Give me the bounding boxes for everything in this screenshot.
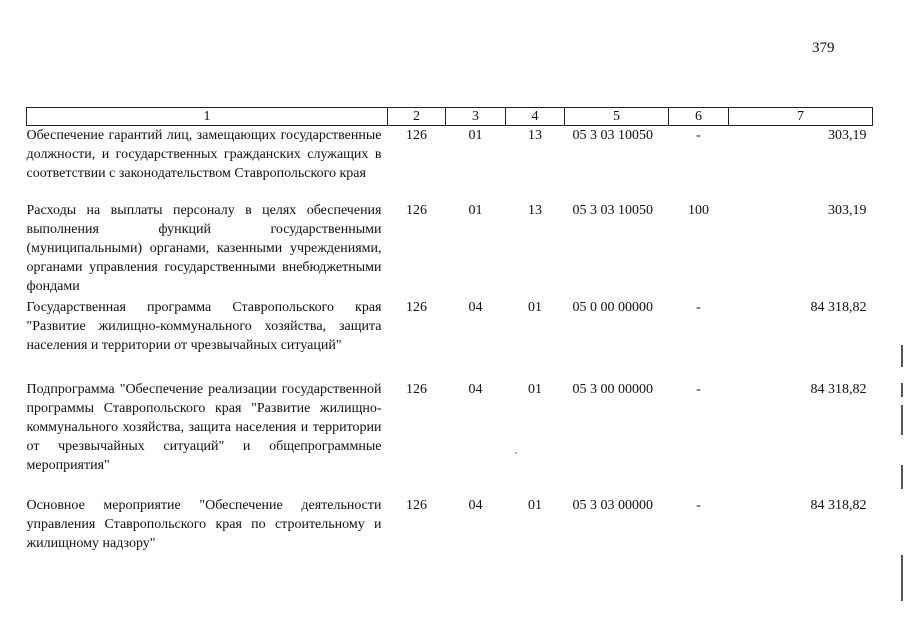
row-subsection: 01 bbox=[528, 382, 542, 397]
header-row bbox=[27, 108, 873, 126]
budget-table bbox=[26, 107, 873, 556]
row-subsection: 01 bbox=[528, 498, 542, 513]
row-name: Расходы на выплаты персоналу в целях обеспечения выполнения функций государственными (муниципальными) органами, казенными учреждениями, органами управления государственными внебюджетными фондами bbox=[26, 203, 382, 294]
row-amount: 84 318,82 bbox=[810, 382, 867, 397]
row-name: Обеспечение гарантий лиц, замещающих государственные должности, и государственных гражданских служащих в соответствии с законодательством Ставропольского края bbox=[26, 128, 382, 181]
row-section: 01 bbox=[468, 128, 483, 143]
scan-speck bbox=[515, 452, 517, 454]
row-amount: 303,19 bbox=[828, 128, 867, 143]
table-row bbox=[27, 496, 873, 556]
row-expense-type: - bbox=[696, 498, 701, 513]
row-amount: 303,19 bbox=[828, 203, 867, 218]
row-ministry-code: 126 bbox=[406, 498, 427, 513]
row-ministry-code: 126 bbox=[406, 203, 427, 218]
row-target-article: 05 3 00 00000 bbox=[572, 382, 653, 397]
row-expense-type: - bbox=[696, 300, 701, 315]
table-row bbox=[27, 380, 873, 496]
row-section: 04 bbox=[468, 382, 483, 397]
row-ministry-code: 126 bbox=[406, 300, 427, 315]
column-header-3: 3 bbox=[446, 108, 506, 126]
scan-edge-marks bbox=[897, 345, 905, 605]
row-amount: 84 318,82 bbox=[810, 498, 867, 513]
row-expense-type: - bbox=[696, 382, 701, 397]
row-target-article: 05 3 03 10050 bbox=[572, 128, 653, 143]
column-header-1: 1 bbox=[27, 108, 388, 126]
column-header-2: 2 bbox=[388, 108, 446, 126]
row-ministry-code: 126 bbox=[406, 128, 427, 143]
row-ministry-code: 126 bbox=[406, 382, 427, 397]
row-target-article: 05 0 00 00000 bbox=[572, 300, 653, 315]
row-expense-type: 100 bbox=[688, 203, 709, 218]
row-expense-type: - bbox=[696, 128, 701, 143]
row-subsection: 01 bbox=[528, 300, 542, 315]
row-section: 04 bbox=[468, 300, 483, 315]
table-row bbox=[27, 126, 873, 202]
row-target-article: 05 3 03 00000 bbox=[572, 498, 653, 513]
row-subsection: 13 bbox=[528, 128, 542, 143]
row-name: Подпрограмма "Обеспечение реализации государственной программы Ставропольского края "Развитие жилищно-коммунального хозяйства, защита населения и территории от чрезвычайных ситуаций" и общепрограммные мероприятия" bbox=[26, 382, 382, 473]
page-number: 379 bbox=[812, 40, 835, 56]
row-section: 01 bbox=[468, 203, 483, 218]
column-header-7: 7 bbox=[729, 108, 873, 126]
column-header-6: 6 bbox=[669, 108, 729, 126]
row-amount: 84 318,82 bbox=[810, 300, 867, 315]
row-subsection: 13 bbox=[528, 203, 542, 218]
table-row bbox=[27, 201, 873, 298]
table-row bbox=[27, 298, 873, 380]
row-name: Государственная программа Ставропольского края "Развитие жилищно-коммунального хозяйства, защита населения и территории от чрезвычайных ситуаций" bbox=[26, 300, 382, 353]
column-header-4: 4 bbox=[506, 108, 565, 126]
row-name: Основное мероприятие "Обеспечение деятельности управления Ставропольского края по строительному и жилищному надзору" bbox=[26, 498, 382, 551]
column-header-5: 5 bbox=[565, 108, 669, 126]
row-section: 04 bbox=[468, 498, 483, 513]
row-target-article: 05 3 03 10050 bbox=[572, 203, 653, 218]
